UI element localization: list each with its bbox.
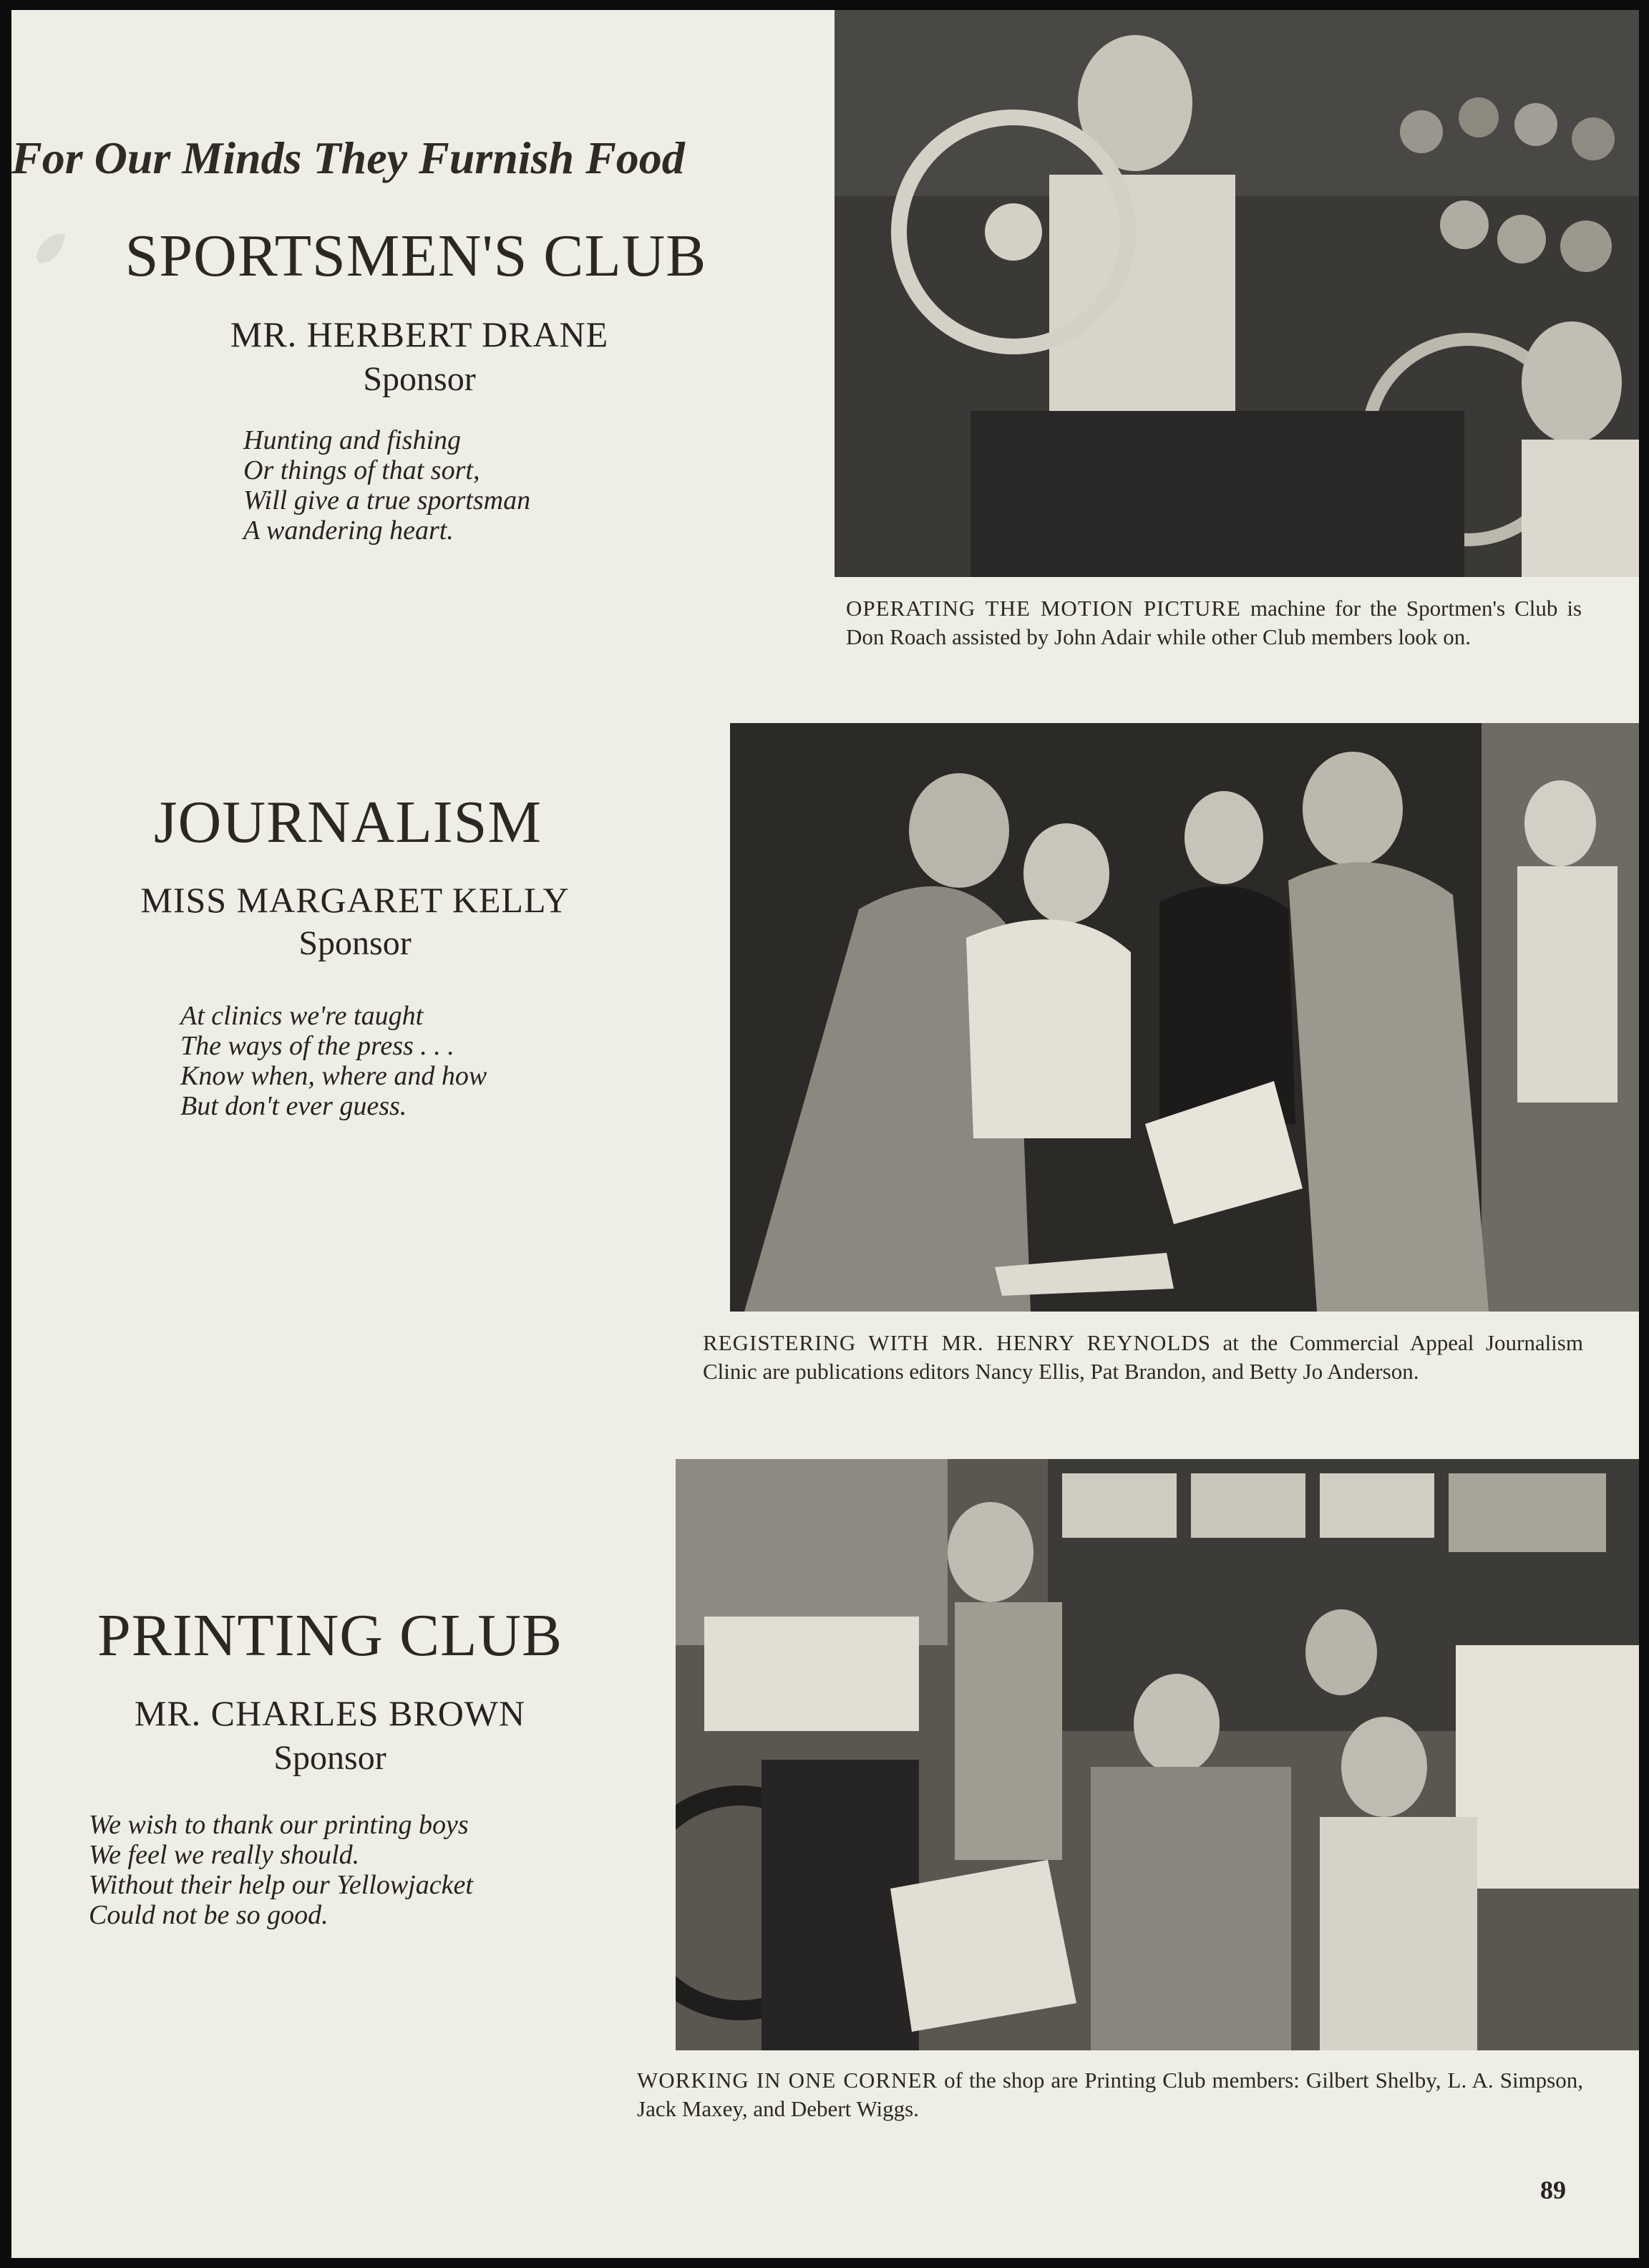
sponsor-name-journalism: MISS MARGARET KELLY <box>140 880 570 920</box>
photo-printing-shop <box>676 1459 1639 2050</box>
caption-text: at the Commercial Appeal Journalism Clinic are publications editors Nancy Ellis, Pat Brandon, and Betty Jo Anderson. <box>703 1330 1583 1384</box>
sponsor-label-journalism: Sponsor <box>298 924 412 962</box>
section-title-printing-club: PRINTING CLUB <box>97 1602 563 1669</box>
caption-printing-club <box>637 2066 1583 2123</box>
poem-line: The ways of the press . . . <box>180 1031 454 1061</box>
poem-line: Or things of that sort, <box>243 455 480 485</box>
poem-line: Will give a true sportsman <box>243 485 531 515</box>
poem-line: Could not be so good. <box>89 1900 329 1930</box>
poem-line: A wandering heart. <box>243 515 454 546</box>
page-heading: For Our Minds They Furnish Food <box>11 132 685 183</box>
caption-lead: WORKING IN ONE CORNER <box>637 2068 938 2093</box>
sponsor-name-printing-club: MR. CHARLES BROWN <box>134 1693 526 1733</box>
poem-line: Know when, where and how <box>180 1061 487 1091</box>
section-title-journalism: JOURNALISM <box>153 789 543 856</box>
section-title-sportsmens-club: SPORTSMEN'S CLUB <box>125 223 707 289</box>
poem-printing-club <box>89 1810 473 1930</box>
sponsor-label-printing-club: Sponsor <box>273 1739 386 1777</box>
photo-journalism-clinic <box>730 723 1639 1312</box>
caption-journalism <box>703 1329 1583 1386</box>
yearbook-page <box>11 10 1639 2258</box>
poem-line: We feel we really should. <box>89 1840 360 1870</box>
poem-line: But don't ever guess. <box>180 1091 407 1121</box>
caption-lead: REGISTERING WITH MR. HENRY REYNOLDS <box>703 1330 1211 1355</box>
poem-line: Without their help our Yellowjacket <box>89 1870 473 1900</box>
poem-sportsmens-club <box>243 425 530 546</box>
poem-line: We wish to thank our printing boys <box>89 1810 469 1840</box>
caption-lead: OPERATING THE MOTION PICTURE <box>846 596 1241 621</box>
poem-line: At clinics we're taught <box>180 1001 424 1031</box>
page-number: 89 <box>1540 2176 1566 2204</box>
sponsor-name-sportsmens-club: MR. HERBERT DRANE <box>230 314 609 354</box>
poem-line: Hunting and fishing <box>243 425 462 455</box>
photo-motion-picture-projector <box>835 10 1639 577</box>
poem-journalism <box>180 1001 487 1121</box>
sponsor-label-sportsmens-club: Sponsor <box>363 360 476 398</box>
caption-text: of the shop are Printing Club members: Gilbert Shelby, L. A. Simpson, Jack Maxey, and Debert Wiggs. <box>637 2068 1583 2121</box>
caption-text: machine for the Sportmen's Club is Don Roach assisted by John Adair while other Club members look on. <box>846 596 1582 649</box>
caption-sportsmens-club <box>846 594 1582 651</box>
